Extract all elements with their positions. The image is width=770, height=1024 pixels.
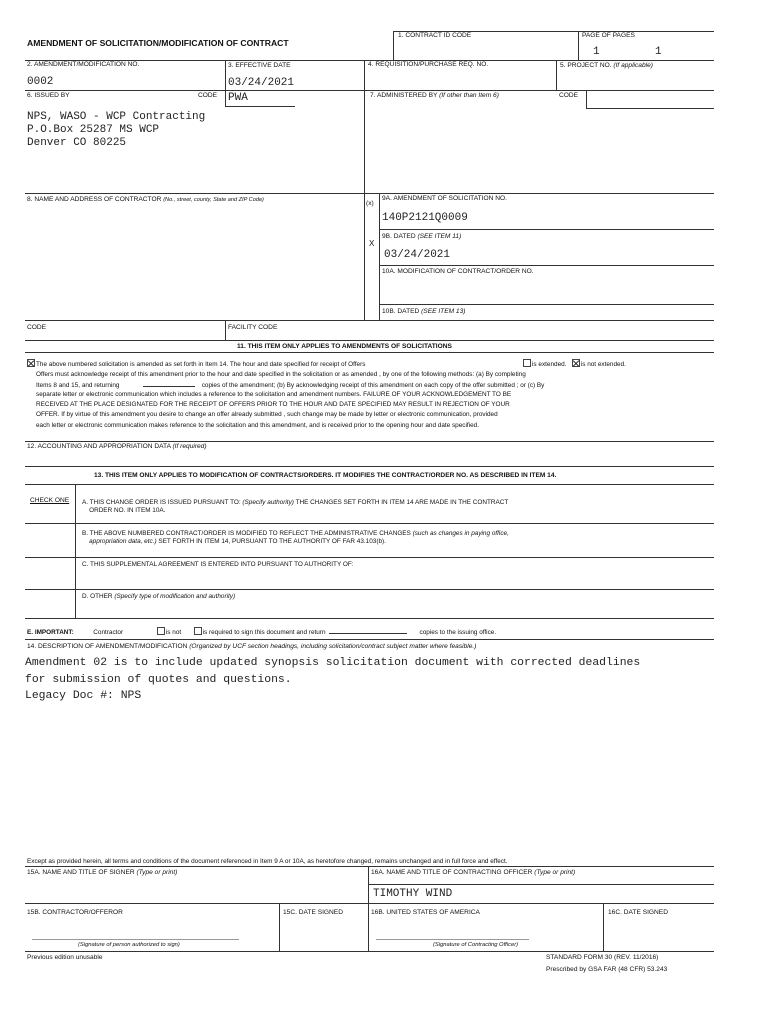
except-text: Except as provided herein, all terms and conditions of the document referenced in Item 9 A or 10A, as heretofore changed, remains unchanged and in full force and effect. — [27, 858, 508, 865]
rule — [75, 484, 76, 618]
officer-signature-caption: (Signature of Contracting Officer) — [433, 942, 519, 948]
option-c[interactable]: C. THIS SUPPLEMENTAL AGREEMENT IS ENTERED INTO PURSUANT TO AUTHORITY OF: — [82, 561, 354, 568]
extension-options: is extended. is not extended. — [523, 359, 626, 370]
rule — [25, 340, 714, 341]
description-line-3: Legacy Doc #: NPS — [25, 690, 142, 702]
issued-by-code-value[interactable]: PWA — [228, 92, 248, 104]
description-line-2: for submission of quotes and questions. — [25, 674, 292, 686]
facility-code-label: FACILITY CODE — [228, 324, 278, 331]
is-extended-checkbox[interactable] — [523, 359, 531, 367]
rule — [25, 352, 714, 353]
page-of-pages-label: PAGE OF PAGES — [582, 32, 635, 39]
is-not-extended-checkbox[interactable] — [572, 359, 580, 367]
rule — [225, 106, 295, 107]
rule — [586, 108, 714, 109]
rule — [25, 484, 714, 485]
dated-9b-mark: X — [369, 239, 375, 248]
page-total: 1 — [655, 46, 662, 58]
item-13-header: 13. THIS ITEM ONLY APPLIES TO MODIFICATION OF CONTRACTS/ORDERS. IT MODIFIES THE CONTRACT/ORDER NO. AS DESCRIBED IN ITEM 14. — [94, 472, 557, 479]
item-11-header: 11. THIS ITEM ONLY APPLIES TO AMENDMENTS OF SOLICITATIONS — [237, 343, 452, 350]
signer-name-label: 15A. NAME AND TITLE OF SIGNER (Type or print) — [27, 869, 178, 876]
rule — [25, 557, 714, 558]
contracting-officer-name[interactable]: TIMOTHY WIND — [373, 888, 453, 900]
rule — [368, 866, 369, 951]
footer-form-number: STANDARD FORM 30 (REV. 11/2016) — [546, 954, 659, 961]
rule — [379, 304, 714, 305]
rule — [225, 90, 226, 106]
is-not-checkbox[interactable] — [157, 627, 165, 635]
rule — [25, 639, 714, 640]
amended-checkbox[interactable] — [27, 359, 35, 367]
item-11-text-5: OFFER. If by virtue of this amendment you desire to change an offer already submitted , such change may be made by letter or electronic communication, provided — [36, 411, 498, 418]
rule — [364, 60, 365, 320]
united-states-label: 16B. UNITED STATES OF AMERICA — [371, 909, 480, 916]
contracting-officer-label: 16A. NAME AND TITLE OF CONTRACTING OFFICER (Type or print) — [371, 869, 576, 876]
description-line-1: Amendment 02 is to include updated synopsis solicitation document with corrected deadlines — [25, 657, 641, 669]
date-signed-16c-label: 16C. DATE SIGNED — [608, 909, 668, 916]
option-d[interactable]: D. OTHER (Specify type of modification and authority) — [82, 593, 236, 600]
contractor-address-label: 8. NAME AND ADDRESS OF CONTRACTOR (No., street, county, State and ZIP Code) — [27, 196, 264, 203]
issued-by-line-1: NPS, WASO - WCP Contracting — [27, 111, 206, 123]
item-11-text-2: Items 8 and 15, and returning copies of the amendment; (b) By acknowledging receipt of this amendment on each copy of the offer submitted ; or (c) By — [36, 382, 545, 389]
rule — [603, 903, 604, 951]
option-b[interactable]: B. THE ABOVE NUMBERED CONTRACT/ORDER IS MODIFIED TO REFLECT THE ADMINISTRATIVE CHANGES (such as changes in paying office, appropriation data, etc.) SET FORTH IN ITEM 14, PURSUANT TO THE AUTHORITY OF FAR 43.103(b). — [82, 530, 509, 545]
amendment-solicitation-value[interactable]: 140P2121Q0009 — [382, 212, 468, 224]
administered-by-code-label: CODE — [559, 92, 579, 99]
item-12-label: 12. ACCOUNTING AND APPROPRIATION DATA (If required) — [27, 443, 207, 450]
copies-return-blank[interactable] — [329, 627, 407, 634]
rule — [279, 903, 280, 951]
copies-blank[interactable] — [143, 380, 195, 387]
rule — [379, 193, 380, 320]
check-one-label: CHECK ONE — [30, 497, 70, 504]
item-14-label: 14. DESCRIPTION OF AMENDMENT/MODIFICATION (Organized by UCF section headings, including solicitation/contract subject matter where feasible.) — [27, 643, 477, 650]
item-11-text-1: Offers must acknowledge receipt of this amendment prior to the hour and date specified in the solicitation or as amended , by one of the following methods: (a) By completing — [36, 371, 526, 378]
rule — [25, 90, 714, 91]
date-signed-15c-label: 15C. DATE SIGNED — [283, 909, 343, 916]
x-column-header: (x) — [366, 200, 374, 207]
contractor-signature-caption: (Signature of person authorized to sign) — [78, 942, 180, 948]
requisition-label: 4. REQUISITION/PURCHASE REQ. NO. — [368, 61, 489, 68]
rule — [25, 618, 714, 619]
rule — [25, 193, 714, 194]
option-a[interactable]: A. THIS CHANGE ORDER IS ISSUED PURSUANT TO: (Specify authority) THE CHANGES SET FORTH IN ITEM 14 ARE MADE IN THE CONTRACT ORDER NO. IN ITEM 10A. — [82, 499, 509, 514]
amendment-no-label: 2. AMENDMENT/MODIFICATION NO. — [27, 61, 140, 68]
amendment-no-value[interactable]: 0002 — [27, 76, 54, 88]
page-number: 1 — [593, 46, 600, 58]
issued-by-label: 6. ISSUED BY — [27, 92, 70, 99]
issued-by-line-3: Denver CO 80225 — [27, 137, 127, 149]
rule — [225, 320, 226, 340]
rule — [379, 229, 714, 230]
footer-prescribed-by: Prescribed by GSA FAR (48 CFR) 53.243 — [546, 966, 668, 973]
dated-9b-value[interactable]: 03/24/2021 — [384, 249, 451, 261]
contractor-code-label: CODE — [27, 324, 47, 331]
footer-previous-edition: Previous edition unusable — [27, 954, 103, 961]
rule — [25, 951, 714, 952]
rule — [393, 31, 394, 61]
rule — [578, 31, 579, 61]
rule — [586, 90, 587, 108]
contractor-signature-line[interactable] — [32, 939, 239, 940]
is-required-checkbox[interactable] — [194, 627, 202, 635]
item-11-text-4: RECEIVED AT THE PLACE DESIGNATED FOR THE RECEIPT OF OFFERS PRIOR TO THE HOUR AND DATE SPECIFIED MAY RESULT IN REJECTION OF YOUR — [36, 401, 510, 408]
rule — [25, 903, 714, 904]
item-11-line-1: The above numbered solicitation is amended as set forth in Item 14. The hour and date specified for receipt of Offers — [27, 359, 365, 370]
rule — [379, 265, 714, 266]
effective-date-value[interactable]: 03/24/2021 — [228, 77, 295, 89]
amendment-solicitation-label: 9A. AMENDMENT OF SOLICITATION NO. — [382, 195, 507, 202]
rule — [25, 320, 714, 321]
modification-contract-label: 10A. MODIFICATION OF CONTRACT/ORDER NO. — [382, 268, 534, 275]
rule — [25, 589, 714, 590]
rule — [25, 441, 714, 442]
item-11-text-6: each letter or electronic communication makes reference to the solicitation and this amendment, and is received prior to the opening hour and date specified. — [36, 422, 479, 429]
form-title: AMENDMENT OF SOLICITATION/MODIFICATION OF CONTRACT — [27, 38, 289, 48]
rule — [556, 60, 557, 90]
effective-date-label: 3. EFFECTIVE DATE — [228, 62, 291, 69]
officer-signature-line[interactable] — [376, 939, 529, 940]
administered-by-label: 7. ADMINISTERED BY (If other than Item 6) — [370, 92, 499, 99]
rule — [25, 466, 714, 467]
item-11-text-3: separate letter or electronic communication which includes a reference to the solicitation and amendment numbers. FAILURE OF YOUR ACKNOWLEDGEMENT TO BE — [36, 391, 512, 398]
contractor-offeror-label: 15B. CONTRACTOR/OFFEROR — [27, 909, 123, 916]
issued-by-code-label: CODE — [198, 92, 218, 99]
rule — [368, 884, 714, 885]
rule — [25, 523, 714, 524]
contract-id-code-label: 1. CONTRACT ID CODE — [398, 32, 472, 39]
issued-by-line-2: P.O.Box 25287 MS WCP — [27, 124, 160, 136]
dated-9b-label: 9B. DATED (SEE ITEM 11) — [382, 233, 462, 240]
dated-10b-label: 10B. DATED (SEE ITEM 13) — [382, 308, 466, 315]
rule — [225, 60, 226, 90]
project-no-label: 5. PROJECT NO. (If applicable) — [560, 62, 653, 69]
important-row: E. IMPORTANT: Contractor is not is required to sign this document and return copies to the issuing office. — [27, 629, 497, 636]
